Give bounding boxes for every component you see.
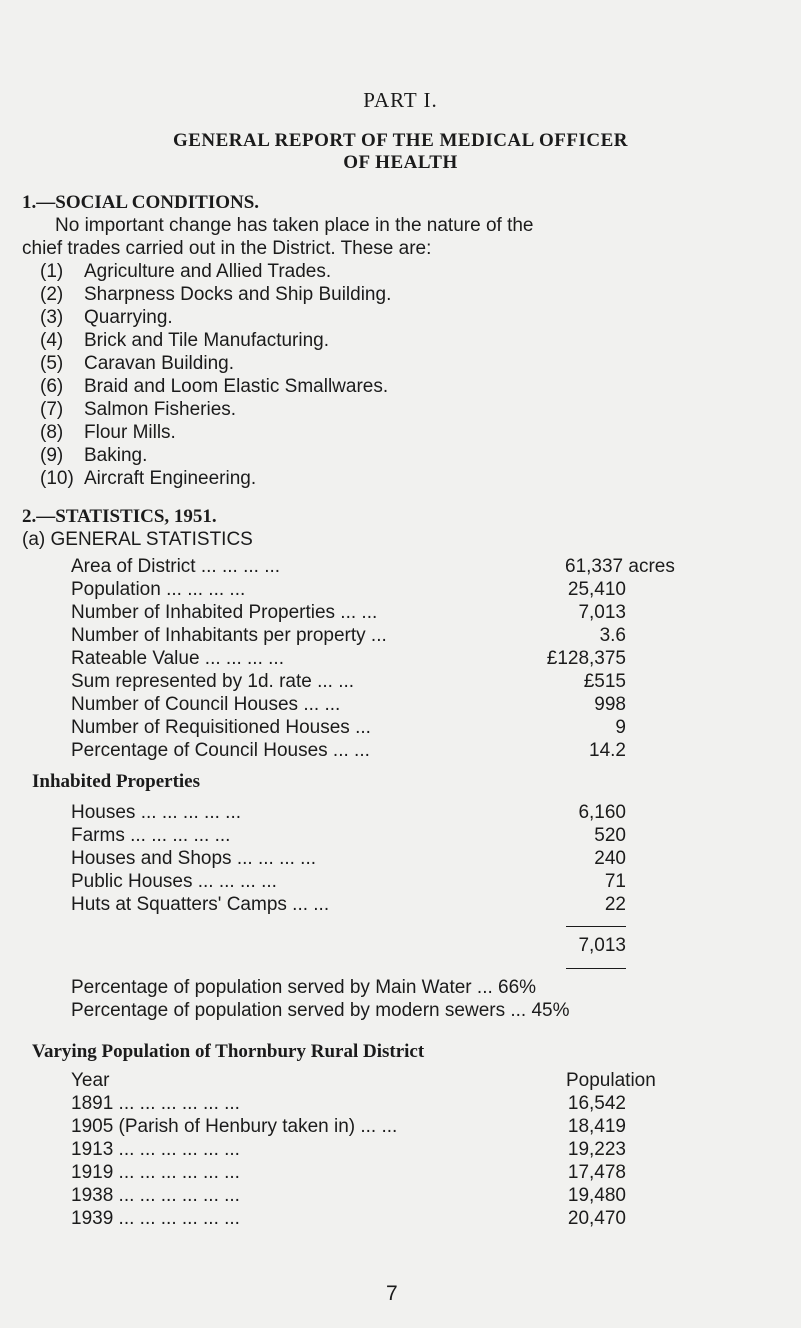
list-item-number: (4) bbox=[40, 330, 64, 351]
list-item-number: (9) bbox=[40, 445, 64, 466]
stat-value: £515 bbox=[583, 671, 626, 692]
list-item-label: Flour Mills. bbox=[84, 422, 176, 443]
property-value: 6,160 bbox=[578, 802, 626, 823]
section1-heading: 1.—SOCIAL CONDITIONS. bbox=[22, 192, 260, 213]
list-item-number: (10) bbox=[40, 468, 74, 489]
stat-value: 998 bbox=[594, 694, 626, 715]
modern-sewers-line: Percentage of population served by modern sewers ... 45% bbox=[71, 1000, 570, 1021]
varying-population-heading: Varying Population of Thornbury Rural District bbox=[32, 1041, 425, 1062]
list-item-number: (3) bbox=[40, 307, 64, 328]
property-value: 71 bbox=[604, 871, 626, 892]
list-item-label: Brick and Tile Manufacturing. bbox=[84, 330, 330, 351]
section1-intro-line1: No important change has taken place in the nature of the bbox=[55, 215, 534, 236]
table-row-year: 1905 (Parish of Henbury taken in) ... ... bbox=[71, 1116, 398, 1137]
subtotal-rule bbox=[566, 926, 626, 927]
table-row-year: 1938 ... ... ... ... ... ... bbox=[71, 1185, 240, 1206]
stat-value: £128,375 bbox=[546, 648, 626, 669]
property-value: 520 bbox=[594, 825, 626, 846]
section1-intro-line2: chief trades carried out in the District. These are: bbox=[22, 238, 432, 259]
list-item-number: (5) bbox=[40, 353, 64, 374]
property-label: Farms ... ... ... ... ... bbox=[71, 825, 231, 846]
page-number: 7 bbox=[386, 1282, 398, 1305]
property-label: Public Houses ... ... ... ... bbox=[71, 871, 277, 892]
inhabited-properties-heading: Inhabited Properties bbox=[32, 771, 201, 792]
report-title-line1: GENERAL REPORT OF THE MEDICAL OFFICER bbox=[172, 130, 629, 151]
stat-value: 7,013 bbox=[578, 602, 626, 623]
inhabited-total: 7,013 bbox=[578, 935, 626, 956]
stat-label: Population ... ... ... ... bbox=[71, 579, 246, 600]
table-row-year: 1939 ... ... ... ... ... ... bbox=[71, 1208, 240, 1229]
property-label: Houses and Shops ... ... ... ... bbox=[71, 848, 317, 869]
table-row-year: 1919 ... ... ... ... ... ... bbox=[71, 1162, 240, 1183]
stat-value: 3.6 bbox=[599, 625, 626, 646]
population-column-header: Population bbox=[566, 1070, 656, 1091]
general-statistics-subheading: (a) GENERAL STATISTICS bbox=[22, 529, 253, 550]
total-rule bbox=[566, 968, 626, 969]
table-row-population: 19,480 bbox=[567, 1185, 626, 1206]
list-item-number: (2) bbox=[40, 284, 64, 305]
stat-value: 9 bbox=[615, 717, 626, 738]
property-value: 22 bbox=[604, 894, 626, 915]
list-item-label: Caravan Building. bbox=[84, 353, 234, 374]
section2-heading: 2.—STATISTICS, 1951. bbox=[22, 506, 217, 527]
list-item-number: (6) bbox=[40, 376, 64, 397]
list-item-number: (7) bbox=[40, 399, 64, 420]
stat-label: Number of Inhabitants per property ... bbox=[71, 625, 387, 646]
stat-label: Area of District ... ... ... ... bbox=[71, 556, 281, 577]
list-item-label: Aircraft Engineering. bbox=[84, 468, 257, 489]
table-row-year: 1913 ... ... ... ... ... ... bbox=[71, 1139, 240, 1160]
stat-value: 14.2 bbox=[589, 740, 626, 761]
stat-label: Number of Council Houses ... ... bbox=[71, 694, 341, 715]
stat-label: Number of Inhabited Properties ... ... bbox=[71, 602, 378, 623]
report-title-line2: OF HEALTH bbox=[343, 152, 458, 173]
year-column-header: Year bbox=[71, 1070, 110, 1091]
list-item-label: Agriculture and Allied Trades. bbox=[84, 261, 332, 282]
list-item-label: Sharpness Docks and Ship Building. bbox=[84, 284, 392, 305]
property-label: Huts at Squatters' Camps ... ... bbox=[71, 894, 330, 915]
stat-label: Percentage of Council Houses ... ... bbox=[71, 740, 370, 761]
stat-value: 25,410 bbox=[567, 579, 626, 600]
list-item-label: Braid and Loom Elastic Smallwares. bbox=[84, 376, 389, 397]
list-item-label: Baking. bbox=[84, 445, 148, 466]
stat-label: Sum represented by 1d. rate ... ... bbox=[71, 671, 355, 692]
table-row-population: 19,223 bbox=[567, 1139, 626, 1160]
part-label: PART I. bbox=[363, 88, 438, 112]
table-row-population: 16,542 bbox=[567, 1093, 626, 1114]
list-item-number: (1) bbox=[40, 261, 64, 282]
list-item-label: Salmon Fisheries. bbox=[84, 399, 237, 420]
property-label: Houses ... ... ... ... ... bbox=[71, 802, 241, 823]
list-item-number: (8) bbox=[40, 422, 64, 443]
stat-label: Rateable Value ... ... ... ... bbox=[71, 648, 284, 669]
list-item-label: Quarrying. bbox=[84, 307, 173, 328]
stat-label: Number of Requisitioned Houses ... bbox=[71, 717, 371, 738]
main-water-line: Percentage of population served by Main Water ... 66% bbox=[71, 977, 537, 998]
property-value: 240 bbox=[594, 848, 626, 869]
stat-value: 61,337 acres bbox=[565, 556, 675, 577]
table-row-population: 18,419 bbox=[567, 1116, 626, 1137]
table-row-population: 17,478 bbox=[567, 1162, 626, 1183]
table-row-year: 1891 ... ... ... ... ... ... bbox=[71, 1093, 240, 1114]
table-row-population: 20,470 bbox=[567, 1208, 626, 1229]
